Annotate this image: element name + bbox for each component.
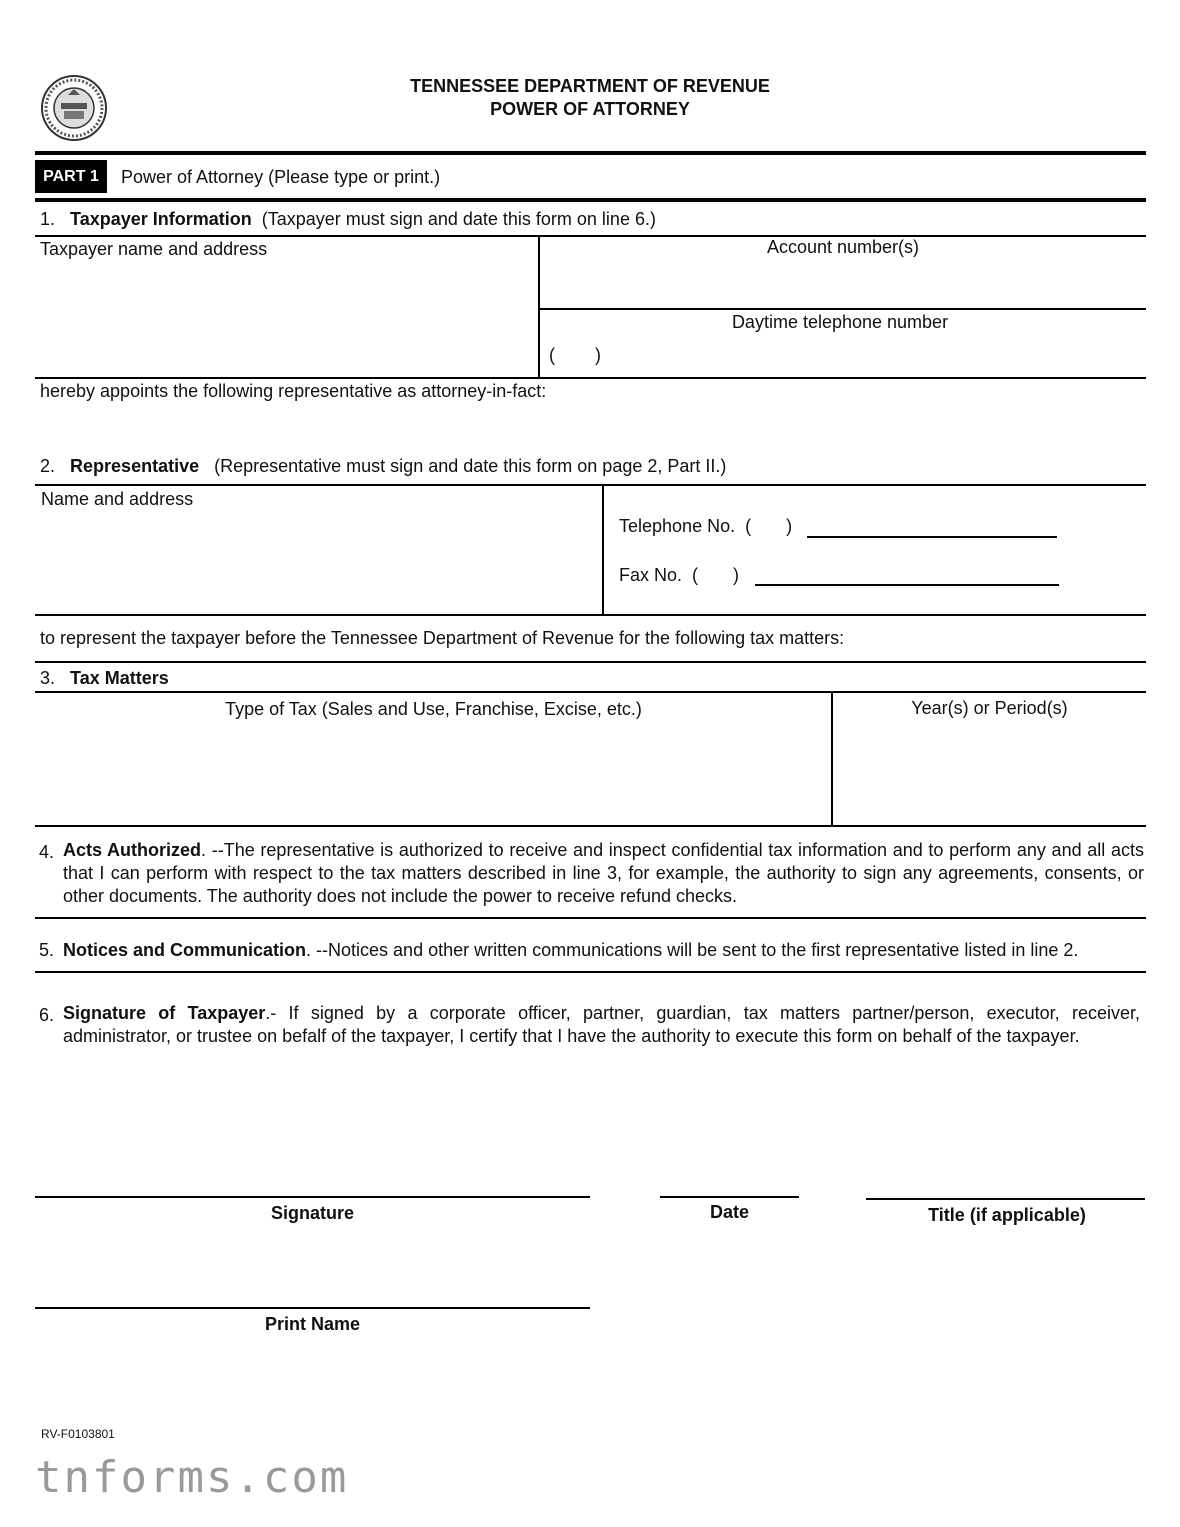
signature-certification-text [63,1002,1140,1048]
print-name-label: Print Name [264,1314,361,1334]
rep-telephone-label [619,516,792,537]
title-label: Title (if applicable) [928,1205,1086,1225]
form-number: RV-F0103801 [41,1427,115,1441]
divider [35,825,1146,827]
section-note: (Representative must sign and date this form on page 2, Part II.) [214,456,727,476]
fax-area-code[interactable]: ( ) [692,565,740,585]
fax-input-line[interactable] [755,584,1059,586]
divider [35,377,1146,379]
section-text: .- If signed by a corporate officer, partner, guardian, tax matters partner/person, executor, receiver, administrator, or trustee on befalf of the taxpayer, I certify that I have the authority to execute this form on behalf of the taxpayer. [63,1003,1140,1046]
section-number: 3. [40,668,56,688]
section1-heading [40,209,656,230]
section-heading: Taxpayer Information [70,209,252,229]
section4-number: 4. [39,842,55,862]
rep-fax-label [619,565,739,586]
watermark-text: tnforms.com [35,1452,349,1503]
signature-input-line[interactable] [35,1196,590,1198]
acts-authorized-text [63,839,1144,908]
section5-number: 5. [39,940,55,960]
telephone-area-code[interactable]: ( ) [745,516,793,536]
divider [35,198,1146,202]
date-input-line[interactable] [660,1196,799,1198]
divider [35,484,1146,486]
fax-label: Fax No. [619,565,683,585]
section-note: (Taxpayer must sign and date this form on line 6.) [261,209,656,229]
section3-heading [40,668,169,689]
telephone-label: Telephone No. [619,516,736,536]
divider [35,614,1146,616]
section-heading: Signature of Taxpayer [63,1003,266,1023]
section-heading: Tax Matters [70,668,169,688]
section6-number: 6. [39,1005,55,1025]
divider [602,484,604,615]
date-label: Date [709,1202,749,1222]
print-name-input-line[interactable] [35,1307,590,1309]
part-tag: PART 1 [35,160,107,193]
representative-name-address-field[interactable]: Name and address [41,489,194,509]
phone-area-code[interactable]: ( ) [549,345,601,365]
part-title: Power of Attorney (Please type or print.) [121,167,441,187]
divider [35,151,1146,155]
section-number: 1. [40,209,56,229]
telephone-input-line[interactable] [807,536,1057,538]
daytime-phone-field[interactable]: Daytime telephone number [731,312,949,332]
section2-heading [40,456,726,477]
title-input-line[interactable] [866,1198,1145,1200]
section-text: . --The representative is authorized to receive and inspect confidential tax information and to perform any and all acts that I can perform with respect to the tax matters described in line 3, for example, the authority to sign any agreements, consents, or other documents. The authority does not include the power to receive refund checks. [63,840,1144,906]
divider [35,971,1146,973]
represent-text: to represent the taxpayer before the Tennessee Department of Revenue for the following tax matters: [40,628,845,648]
divider [35,691,1146,693]
divider [538,308,1146,310]
divider [35,917,1146,919]
taxpayer-name-address-field[interactable]: Taxpayer name and address [40,239,268,259]
section-number: 2. [40,456,56,476]
section-heading: Acts Authorized [63,840,202,860]
section-text: . --Notices and other written communications will be sent to the first representative listed in line 2. [306,940,1079,960]
section-heading: Notices and Communication [63,940,307,960]
account-number-field[interactable]: Account number(s) [766,237,920,257]
form-title: POWER OF ATTORNEY [490,99,690,119]
years-periods-field[interactable]: Year(s) or Period(s) [911,698,1068,718]
notices-text [63,939,1144,962]
divider [35,661,1146,663]
tax-type-field[interactable]: Type of Tax (Sales and Use, Franchise, Excise, etc.) [225,699,642,719]
signature-label: Signature [270,1203,354,1223]
appoints-text: hereby appoints the following representative as attorney-in-fact: [40,381,547,401]
department-title: TENNESSEE DEPARTMENT OF REVENUE [410,76,770,96]
section-heading: Representative [70,456,200,476]
